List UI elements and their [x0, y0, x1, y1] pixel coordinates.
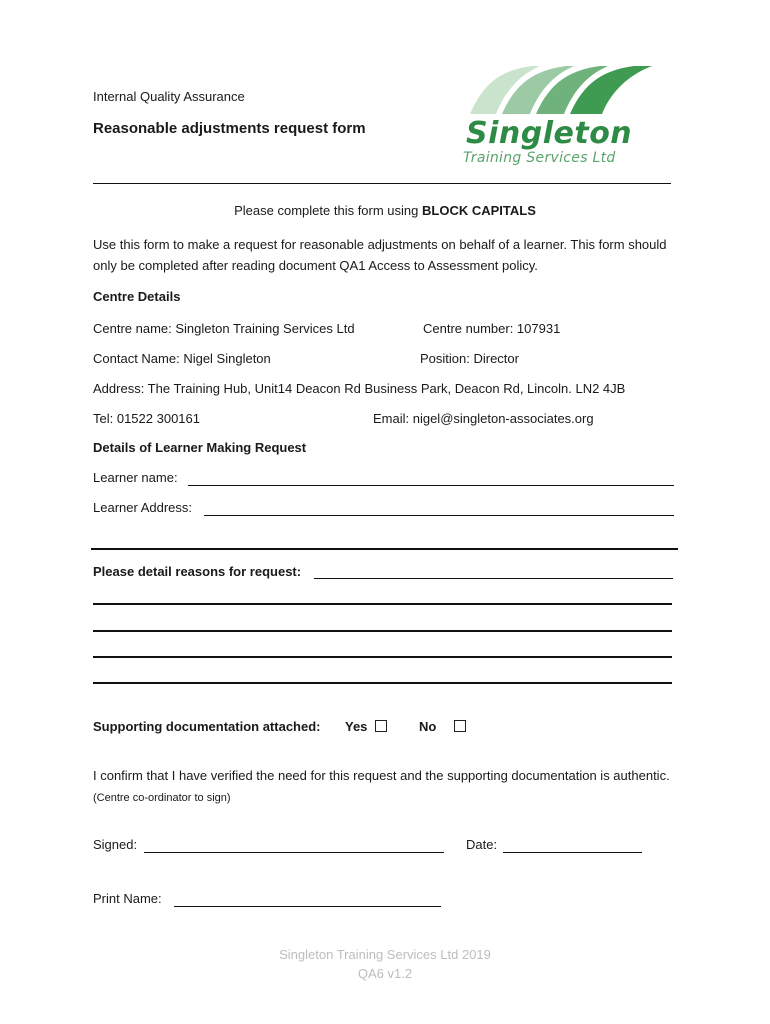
yes-option [345, 719, 387, 734]
footer-version: QA6 v1.2 [357, 966, 413, 981]
footer-company: Singleton Training Services Ltd 2019 [279, 947, 491, 962]
section-divider [91, 548, 678, 550]
confirmation-note: (Centre co-ordinator to sign) [93, 792, 231, 804]
document-category: Internal Quality Assurance [93, 89, 245, 104]
contact-name: Contact Name: Nigel Singleton [93, 351, 271, 366]
document-title: Reasonable adjustments request form [93, 120, 366, 137]
centre-email: Email: nigel@singleton-associates.org [373, 411, 594, 426]
reasons-field-line[interactable] [93, 603, 672, 605]
reasons-field-line[interactable] [93, 630, 672, 632]
learner-details-heading: Details of Learner Making Request [93, 440, 307, 455]
learner-name-label: Learner name: [93, 470, 178, 485]
print-name-label: Print Name: [93, 891, 162, 906]
reasons-field-line[interactable] [93, 656, 672, 658]
centre-details-heading: Centre Details [93, 289, 181, 304]
no-option [419, 719, 466, 734]
learner-name-field[interactable] [188, 485, 674, 486]
centre-address: Address: The Training Hub, Unit14 Deacon Rd Business Park, Deacon Rd, Lincoln. LN2 4JB [93, 381, 626, 396]
centre-name: Centre name: Singleton Training Services Ltd [93, 321, 355, 336]
no-checkbox[interactable] [454, 720, 466, 732]
yes-label: Yes [345, 719, 368, 734]
no-label: No [419, 719, 437, 734]
logo-subtitle: Training Services Ltd [463, 150, 616, 166]
signature-field[interactable] [144, 852, 444, 853]
instruction-text: Please complete this form using [234, 203, 422, 218]
instruction-emphasis: BLOCK CAPITALS [422, 203, 536, 218]
centre-tel: Tel: 01522 300161 [93, 411, 200, 426]
reasons-field-line[interactable] [314, 578, 673, 579]
learner-address-label: Learner Address: [93, 500, 193, 515]
date-field[interactable] [503, 852, 642, 853]
logo-wordmark: Singleton [466, 116, 633, 151]
confirmation-statement [93, 765, 683, 809]
reasons-field-line[interactable] [93, 682, 672, 684]
intro-paragraph: Use this form to make a request for reasonable adjustments on behalf of a learner. This form should only be completed after reading document QA1 Access to Assessment policy. [93, 237, 667, 273]
contact-position: Position: Director [420, 351, 519, 366]
signed-label: Signed: [93, 837, 138, 852]
supporting-docs-label: Supporting documentation attached: [93, 719, 321, 734]
confirmation-text: I confirm that I have verified the need for this request and the supporting documentation is authentic. [93, 768, 670, 783]
centre-number: Centre number: 107931 [423, 321, 561, 336]
reasons-label: Please detail reasons for request: [93, 564, 302, 579]
block-capitals-instruction [0, 203, 770, 218]
learner-address-field[interactable] [204, 515, 674, 516]
yes-checkbox[interactable] [375, 720, 387, 732]
header-divider [93, 183, 671, 184]
date-label: Date: [466, 837, 498, 852]
print-name-field[interactable] [174, 906, 441, 907]
